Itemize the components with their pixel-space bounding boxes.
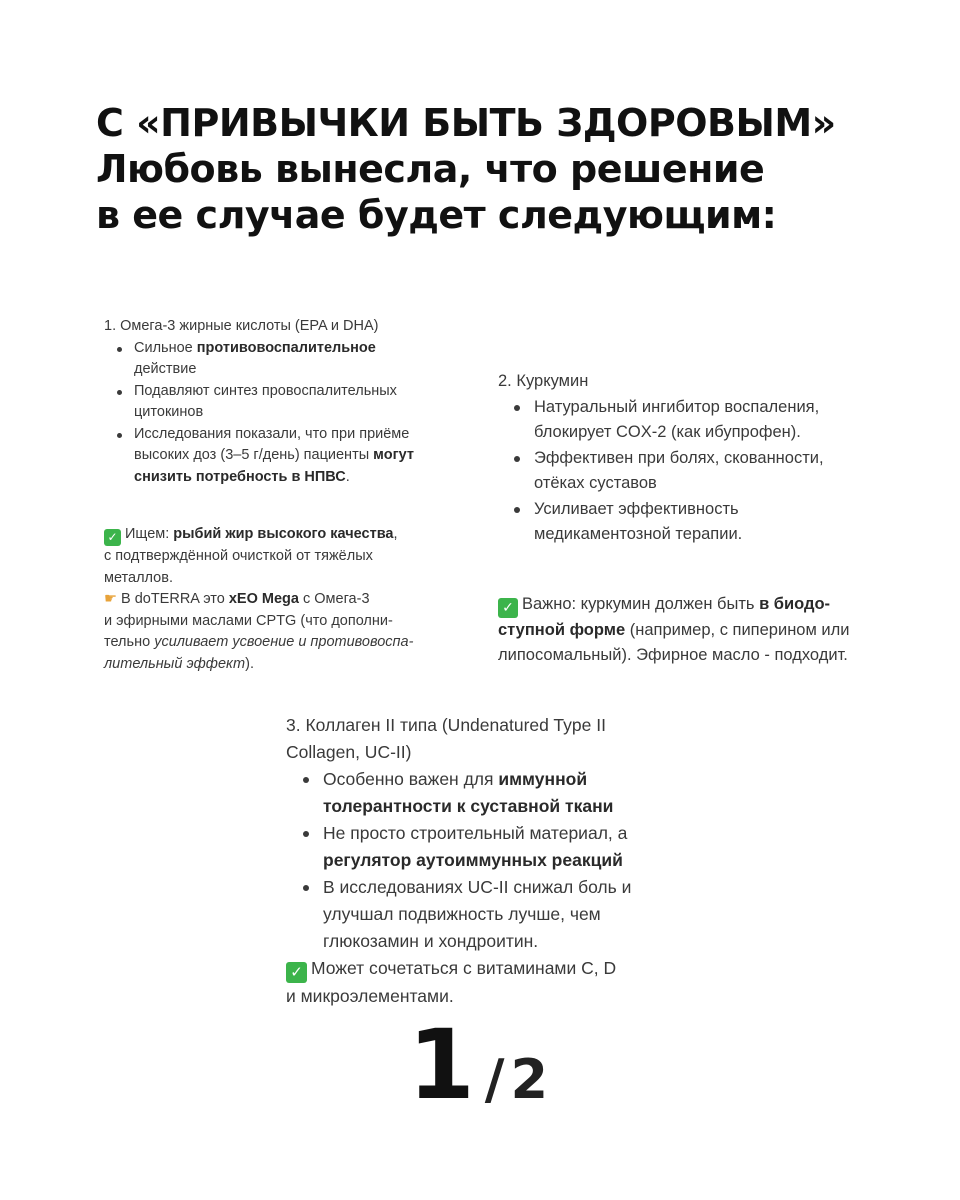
title-line: Любовь вынесла, что решение (96, 147, 765, 191)
collagen-section (286, 712, 631, 1010)
note-text: Ищем: (125, 526, 174, 542)
check-mark-icon: ✓ (498, 598, 518, 618)
list-item (134, 338, 414, 381)
item-text: Натуральный ингибитор воспаления, (534, 397, 820, 416)
item-bold: иммунной (498, 769, 588, 789)
omega3-note (104, 524, 414, 675)
note-text: с Омега-3 (298, 591, 370, 607)
list-item (134, 381, 414, 424)
collagen-heading: 3. Коллаген II типа (Undenatured Type II (286, 715, 606, 735)
item-text: Эффективен при болях, скованности, (534, 448, 824, 467)
item-bold: толерантности к суставной ткани (323, 796, 614, 816)
note-text: Может сочетаться с витаминами C, D (311, 958, 617, 978)
note-bold: xEO Mega (228, 591, 299, 607)
item-text: отёках суставов (534, 474, 657, 492)
note-italic: лительный эффект (104, 655, 246, 672)
collagen-list (323, 766, 631, 955)
note-text: Важно: куркумин должен быть (522, 594, 760, 613)
item-text: действие (134, 361, 197, 377)
check-mark-icon: ✓ (286, 962, 307, 983)
list-item (534, 395, 849, 446)
list-item (323, 820, 631, 874)
page-title (96, 100, 896, 238)
note-text: и эфирными маслами CPTG (что дополни- (104, 612, 393, 629)
omega3-list (134, 338, 414, 489)
item-text: Исследования показали, что при приёме (134, 425, 410, 442)
note-text: (например, с пиперином или (625, 620, 850, 639)
item-text: . (345, 468, 350, 485)
title-line: С «ПРИВЫЧКИ БЫТЬ ЗДОРОВЫМ» (96, 101, 836, 145)
pointing-hand-icon: ☛ (104, 591, 117, 607)
curcumin-note (498, 592, 849, 669)
omega3-heading: 1. Омега-3 жирные кислоты (EPA и DHA) (104, 318, 379, 334)
list-item (323, 874, 631, 955)
omega3-section (104, 316, 414, 675)
item-text: медикаментозной терапии. (534, 525, 743, 543)
page-indicator (408, 1010, 548, 1120)
note-text: и микроэлементами. (286, 986, 454, 1006)
item-bold: снизить потребность в НПВС (134, 468, 346, 485)
page-total: 2 (510, 1048, 549, 1111)
item-text: Усиливает эффективность (534, 499, 739, 518)
collagen-heading: Collagen, UC-II) (286, 742, 412, 762)
title-line: в ее случае будет следующим: (96, 193, 777, 237)
item-text: Особенно важен для (323, 769, 499, 789)
note-text: В doTERRA это (121, 591, 229, 607)
note-text: с подтверждённой очисткой от тяжёлых (104, 548, 373, 564)
note-bold: рыбий жир высокого качества (173, 526, 394, 542)
item-text: высоких доз (3–5 г/день) пациенты (134, 447, 374, 463)
list-item (323, 766, 631, 820)
note-bold: ступной форме (498, 620, 626, 639)
list-item (534, 497, 849, 548)
collagen-note (286, 955, 631, 1010)
item-bold: противовоспалительное (196, 339, 376, 356)
item-bold: регулятор аутоиммунных реакций (323, 850, 623, 870)
note-italic: усиливает усвоение и противовоспа- (154, 634, 414, 650)
note-text: , (393, 526, 398, 542)
item-text: В исследованиях UC-II снижал боль и (323, 877, 632, 897)
curcumin-list (534, 395, 849, 548)
list-item (134, 424, 414, 489)
page-separator: / (484, 1048, 505, 1111)
item-text: Не просто строительный материал, а (323, 823, 628, 843)
check-mark-icon: ✓ (104, 529, 121, 546)
item-text: улучшал подвижность лучше, чем (323, 904, 601, 924)
item-text: Сильное (134, 339, 197, 356)
note-text: липосомальный). Эфирное масло - подходит. (498, 646, 848, 664)
list-item (534, 446, 849, 497)
curcumin-heading: 2. Куркумин (498, 372, 589, 390)
item-text: Подавляют синтез провоспалительных (134, 382, 397, 399)
item-text: цитокинов (134, 404, 204, 420)
item-text: блокирует COX-2 (как ибупрофен). (534, 423, 801, 441)
page-current: 1 (408, 1009, 471, 1121)
note-text: металлов. (104, 569, 173, 586)
note-text: ). (245, 655, 254, 672)
item-text: глюкозамин и хондроитин. (323, 931, 539, 951)
curcumin-section (498, 369, 849, 669)
note-bold: в биодо- (759, 594, 831, 613)
note-text: тельно (104, 634, 155, 650)
item-bold: могут (373, 447, 414, 463)
